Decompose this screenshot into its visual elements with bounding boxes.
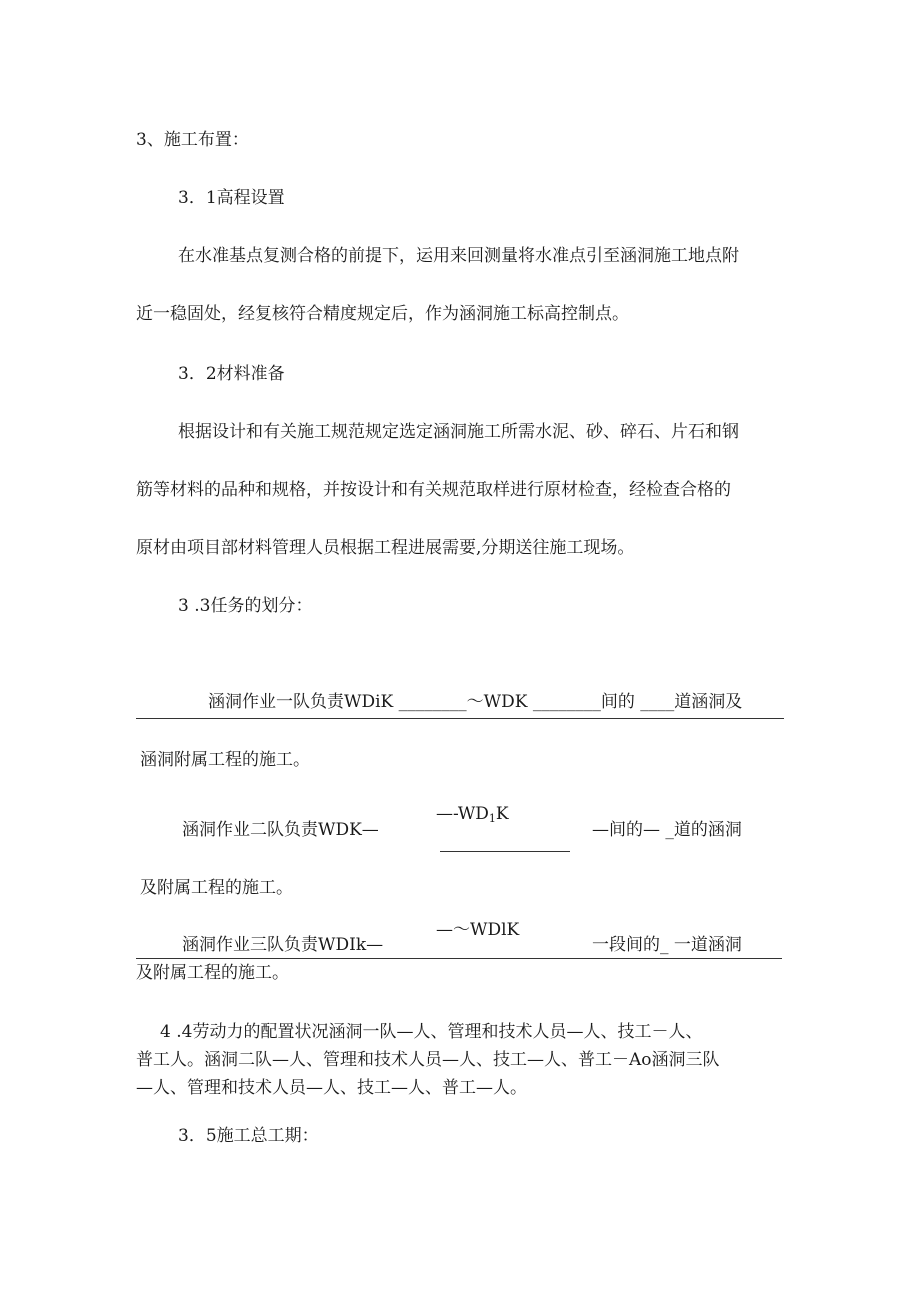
team3-above: —～WDlK [436,920,520,940]
labor-line: 4 .4劳动力的配置状况涵洞一队—人、管理和技术人员—人、技工－人、 [160,1022,703,1042]
labor-line: —人、管理和技术人员—人、技工—人、普工—人。 [136,1078,527,1098]
subsection-heading-3-5: 3．5施工总工期： [178,1126,319,1146]
subsection-heading-3-1: 3．1高程设置 [178,188,285,208]
team2-lead: 涵洞作业二队负责WDK— [182,820,379,840]
team2-above-subscript: 1 [488,812,496,825]
team3-continuation: 及附属工程的施工。 [136,963,289,983]
team1-line: 涵洞作业一队负责WDiK ________～WDK ________间的 ____道涵洞及 [208,692,743,712]
team3-lead: 涵洞作业三队负责WDIk— [182,935,384,955]
paragraph-line: 根据设计和有关施工规范规定选定涵洞施工所需水泥、砂、碎石、片石和钢 [178,422,739,442]
team3-tail: 一段间的_ 一道涵洞 [592,935,742,955]
team2-above-tail: K [495,804,509,824]
team2-continuation: 及附属工程的施工。 [140,878,293,898]
team2-above-text: —-WD [436,804,489,824]
labor-line: 普工人。涵洞二队—人、管理和技术人员—人、技工—人、普工－Ao涵洞三队 [136,1050,720,1070]
team2-blank-underline [440,851,570,852]
team1-underline [136,718,784,719]
paragraph-line: 近一稳固处，经复核符合精度规定后，作为涵洞施工标高控制点。 [136,304,629,324]
team2-tail: —间的— _道的涵洞 [592,820,742,840]
team3-underline [136,958,782,959]
subsection-heading-3-2: 3．2材料准备 [178,364,285,384]
team2-above [436,802,509,831]
paragraph-line: 原材由项目部材料管理人员根据工程进展需要,分期送往施工现场。 [136,538,635,558]
section-heading: 3、施工布置： [136,130,249,150]
paragraph-line: 筋等材料的品种和规格，并按设计和有关规范取样进行原材检查，经检查合格的 [136,480,731,500]
subsection-heading-3-3: 3 .3任务的划分： [178,596,313,616]
paragraph-line: 在水准基点复测合格的前提下，运用来回测量将水准点引至涵洞施工地点附 [178,246,739,266]
team1-continuation: 涵洞附属工程的施工。 [140,750,310,770]
